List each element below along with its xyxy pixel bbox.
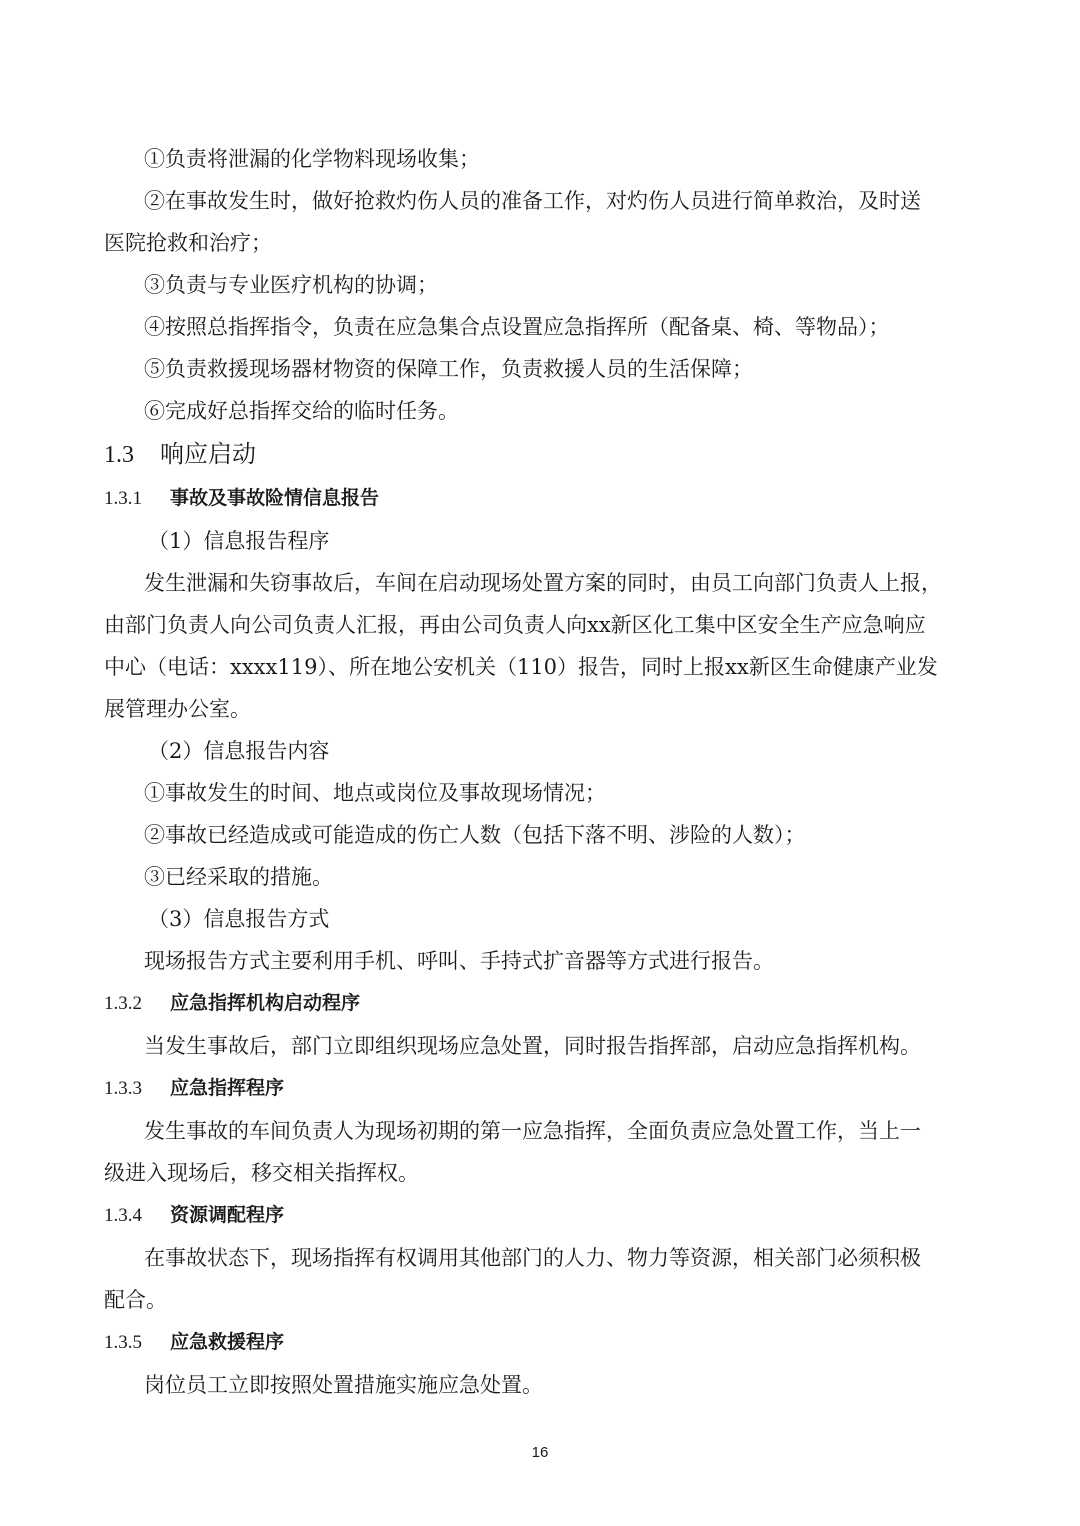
duty-item-6: ⑥完成好总指挥交给的临时任务。 [144,399,459,423]
page-number: 16 [531,1444,549,1461]
duty-item-4: ④按照总指挥指令，负责在应急集合点设置应急指挥所（配备桌、椅、等物品）； [144,315,890,339]
report-procedure-line-1: 发生泄漏和失窃事故后，车间在启动现场处置方案的同时，由员工向部门负责人上报， [144,571,942,595]
section-number: 1.3 [104,442,134,468]
section-number: 1.3.2 [104,993,142,1014]
command-procedure-line-2: 级进入现场后，移交相关指挥权。 [104,1161,419,1185]
section-title: 应急救援程序 [170,1331,285,1353]
report-content-item-2: ②事故已经造成或可能造成的伤亡人数（包括下落不明、涉险的人数）； [144,823,806,847]
resource-allocation-line-2: 配合。 [104,1288,167,1312]
page-content [104,138,954,1406]
duty-item-1: ①负责将泄漏的化学物料现场收集； [144,147,480,171]
command-startup-text: 当发生事故后，部门立即组织现场应急处置，同时报告指挥部，启动应急指挥机构。 [144,1034,921,1058]
section-title: 事故及事故险情信息报告 [170,487,380,509]
report-procedure-line-4: 展管理办公室。 [104,697,251,721]
report-content-item-3: ③已经采取的措施。 [144,865,333,889]
subheading-report-procedure: （1）信息报告程序 [148,529,330,553]
report-method-text: 现场报告方式主要利用手机、呼叫、手持式扩音器等方式进行报告。 [144,949,774,973]
duty-item-3: ③负责与专业医疗机构的协调； [144,273,438,297]
section-number: 1.3.1 [104,488,142,509]
duty-item-2-line-2: 医院抢救和治疗； [104,231,272,255]
section-title: 资源调配程序 [170,1204,285,1226]
subheading-report-method: （3）信息报告方式 [148,907,330,931]
section-title: 响应启动 [160,440,256,468]
section-heading-1-3 [104,432,954,477]
resource-allocation-line-1: 在事故状态下，现场指挥有权调用其他部门的人力、物力等资源，相关部门必须积极 [144,1246,921,1270]
report-procedure-line-3: 中心（电话：xxxx119）、所在地公安机关（110）报告，同时上报xx新区生命健康产业发 [104,655,938,679]
duty-item-2-line-1: ②在事故发生时，做好抢救灼伤人员的准备工作，对灼伤人员进行简单救治，及时送 [144,189,921,213]
section-heading-1-3-5 [104,1321,954,1364]
section-number: 1.3.4 [104,1205,142,1226]
command-procedure-line-1: 发生事故的车间负责人为现场初期的第一应急指挥，全面负责应急处置工作，当上一 [144,1119,921,1143]
section-heading-1-3-4 [104,1194,954,1237]
section-title: 应急指挥机构启动程序 [170,992,361,1014]
subheading-report-content: （2）信息报告内容 [148,739,330,763]
rescue-procedure-text: 岗位员工立即按照处置措施实施应急处置。 [144,1373,543,1397]
report-content-item-1: ①事故发生的时间、地点或岗位及事故现场情况； [144,781,606,805]
report-procedure-line-2: 由部门负责人向公司负责人汇报，再由公司负责人向xx新区化工集中区安全生产应急响应 [104,613,926,637]
section-number: 1.3.5 [104,1332,142,1353]
section-heading-1-3-2 [104,982,954,1025]
duty-item-5: ⑤负责救援现场器材物资的保障工作，负责救援人员的生活保障； [144,357,753,381]
section-heading-1-3-3 [104,1067,954,1110]
section-title: 应急指挥程序 [170,1077,285,1099]
section-number: 1.3.3 [104,1078,142,1099]
section-heading-1-3-1 [104,477,954,520]
